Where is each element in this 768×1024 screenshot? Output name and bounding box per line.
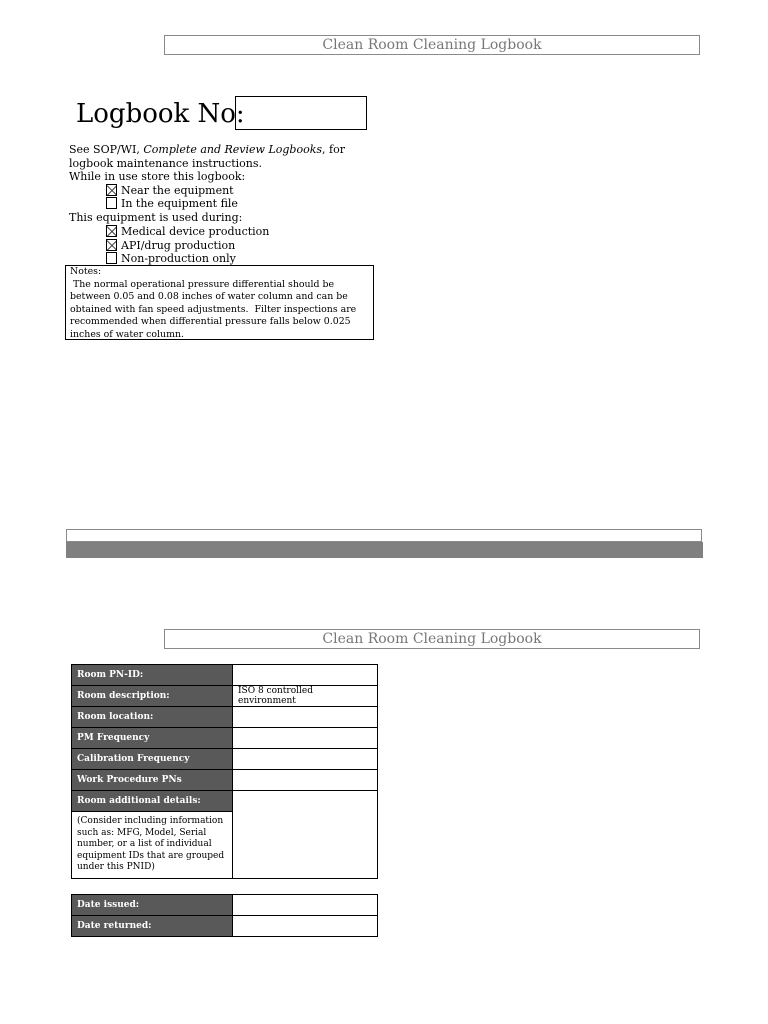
pm-frequency-value[interactable] (233, 728, 378, 749)
option-label: In the equipment file (121, 197, 238, 210)
option-label: API/drug production (121, 239, 236, 252)
store-label: While in use store this logbook: (69, 170, 246, 183)
logbook-no-field[interactable] (235, 96, 367, 130)
option-label: Near the equipment (121, 184, 234, 197)
checkbox[interactable] (106, 197, 117, 209)
date-returned-label: Date returned: (72, 916, 233, 937)
notes-title: Notes: (70, 266, 102, 277)
additional-details-label: Room additional details: (72, 791, 233, 812)
additional-details-value[interactable] (233, 791, 378, 879)
table-row (72, 728, 378, 749)
calibration-frequency-value[interactable] (233, 749, 378, 770)
table-row (72, 707, 378, 728)
room-description-label: Room description: (72, 686, 233, 707)
pm-frequency-label: PM Frequency (72, 728, 233, 749)
checkbox[interactable] (106, 184, 117, 196)
room-info-table (71, 664, 378, 879)
table-row (72, 895, 378, 916)
sop-reference (69, 143, 389, 170)
room-location-label: Room location: (72, 707, 233, 728)
notes-box (65, 265, 374, 340)
sop-title: Complete and Review Logbooks (143, 143, 323, 156)
page-header-title: Clean Room Cleaning Logbook (164, 629, 700, 649)
calibration-frequency-label: Calibration Frequency (72, 749, 233, 770)
table-row (72, 770, 378, 791)
checkbox[interactable] (106, 225, 117, 237)
page-footer-rule (66, 529, 702, 542)
notes-body: The normal operational pressure differential should be between 0.05 and 0.08 inches of water column and can be obtained with fan speed adjustments. Filter inspections are recommended when differential pressure falls below 0.025 inches of water column. (70, 278, 360, 340)
table-row (72, 665, 378, 686)
table-row (72, 686, 378, 707)
additional-details-hint: (Consider including information such as: MFG, Model, Serial number, or a list of individual equipment IDs that are grouped under this PNID) (72, 812, 233, 879)
intro-text (69, 143, 389, 184)
dates-table (71, 894, 378, 937)
logbook-no-label: Logbook No: (76, 99, 245, 129)
page-break-bar (66, 542, 703, 558)
usage-label: This equipment is used during: (69, 211, 243, 224)
option-label: Non-production only (121, 252, 236, 265)
date-returned-value[interactable] (233, 916, 378, 937)
usage-intro (69, 211, 389, 225)
table-row (72, 916, 378, 937)
page-header-title: Clean Room Cleaning Logbook (164, 35, 700, 55)
table-row (72, 749, 378, 770)
date-issued-value[interactable] (233, 895, 378, 916)
room-pnid-value[interactable] (233, 665, 378, 686)
date-issued-label: Date issued: (72, 895, 233, 916)
checkbox[interactable] (106, 239, 117, 251)
work-procedure-value[interactable] (233, 770, 378, 791)
room-description-value[interactable]: ISO 8 controlled environment (233, 686, 378, 707)
checkbox[interactable] (106, 252, 117, 264)
sop-suffix: , for logbook maintenance instructions. (69, 143, 345, 170)
table-row (72, 791, 378, 812)
work-procedure-label: Work Procedure PNs (72, 770, 233, 791)
sop-prefix: See SOP/WI, (69, 143, 144, 156)
room-pnid-label: Room PN-ID: (72, 665, 233, 686)
room-location-value[interactable] (233, 707, 378, 728)
option-label: Medical device production (121, 225, 270, 238)
